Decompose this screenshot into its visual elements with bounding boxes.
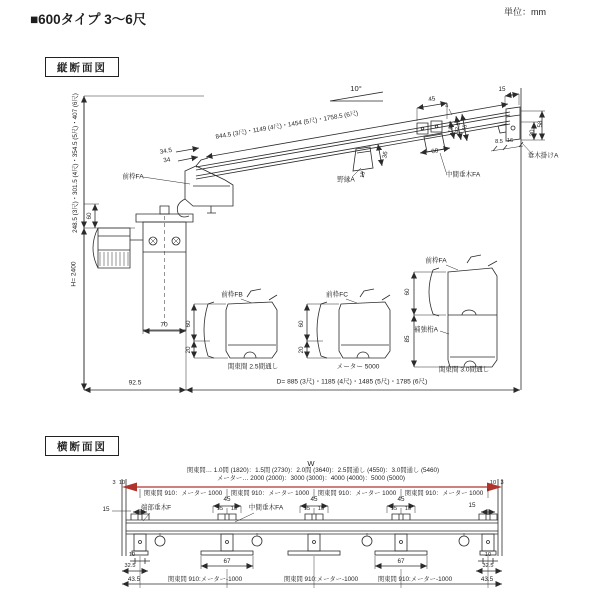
edge-dim-left-10: 10 [118, 480, 126, 487]
dim-15a-r4: 15 [390, 506, 398, 513]
dim-h-2400: H= 2400 [70, 261, 78, 287]
dim-42-5: 42.5 [454, 121, 463, 134]
dim-8-5: 8.5 [495, 139, 503, 146]
dim-34: 34 [162, 156, 171, 165]
vertical-section-label: 縦断面図 [57, 61, 107, 74]
label-front-frame-fa2: 前枠FA [425, 257, 447, 265]
dim-fa-60: 60 [403, 288, 411, 296]
bottom-span-label-3: 関東間 910:メーター-1000 [377, 575, 453, 583]
dim-15b-r2: 15 [230, 506, 238, 513]
page-title: ■600タイプ 3〜6尺 [30, 12, 147, 27]
dim-70: 70 [160, 321, 168, 329]
span-label-2: 関東間 910：メーター 1000 [230, 489, 310, 497]
dim-fb-60: 60 [184, 320, 192, 328]
span-label-4: 関東間 910：メーター 1000 [404, 489, 484, 497]
unit-label: 単位：mm [504, 7, 546, 17]
label-mid-rafter: 中間垂木FA [248, 504, 284, 512]
dim-15-end-right: 15 [468, 501, 476, 509]
dim-fc-60: 60 [297, 320, 305, 328]
dim-left-heights: 248.5 (3尺)・301.5 (4尺)・354.5 (5尺)・407 (6尺) [71, 93, 79, 233]
dim-15a-r2: 15 [216, 506, 224, 513]
label-nobuchi-a: 野縁A [337, 176, 355, 184]
label-rafter-hanger-a: 垂木掛けA [527, 152, 559, 160]
dim-45-stack: 45 [461, 124, 469, 132]
span-label-3: 関東間 910：メーター 1000 [317, 489, 397, 497]
slope-angle: 10° [350, 84, 362, 94]
bottom-span-label-2: 関東間 910:メーター-1000 [283, 575, 359, 583]
dim-16: 16 [506, 138, 514, 145]
horizontal-section-label-box [45, 436, 119, 456]
vertical-section-linework [84, 85, 545, 390]
edge-dim-left-3: 3 [112, 480, 116, 487]
dim-depth-d: D= 885 (3尺)・1185 (4尺)・1485 (5尺)・1785 (6尺) [276, 378, 428, 386]
dim-43-5-right: 43.5 [480, 575, 494, 583]
dim-43-5-left: 43.5 [127, 575, 141, 583]
dim-fc-20: 20 [297, 346, 305, 354]
w-label: W [307, 459, 315, 469]
label-end-rafter: 端部垂木F [140, 504, 172, 512]
dim-36: 36 [381, 150, 390, 159]
dim-45-r2: 45 [223, 495, 231, 503]
label-reinforce-girder-a: 補強桁A [413, 326, 439, 334]
dim-10-left: 10 [128, 552, 136, 559]
dim-32-5-left: 32.5 [124, 563, 136, 570]
caption-fb: 関東間 2.5間通し [227, 363, 279, 371]
horizontal-section-label: 横断面図 [57, 440, 107, 453]
dim-45-r4: 45 [397, 495, 405, 503]
dim-45-r3: 45 [310, 495, 318, 503]
edge-dim-right-3: 3 [500, 480, 504, 487]
dim-15-rafter-foot: 15 [359, 171, 367, 179]
dim-67-right: 67 [397, 557, 405, 565]
label-front-frame-fc: 前枠FC [326, 291, 348, 299]
dim-fb-20: 20 [184, 346, 192, 354]
dim-10-right: 10 [484, 552, 492, 559]
dim-slope-lengths: 844.5 (3尺)・1149 (4尺)・1454 (5尺)・1758.5 (6尺) [215, 109, 359, 141]
label-mid-rafter-fa: 中間垂木FA [445, 171, 481, 179]
dim-15b-r3: 15 [317, 506, 325, 513]
dim-15-end-left: 15 [102, 505, 110, 513]
dim-92-5: 92.5 [128, 379, 142, 387]
dim-60-mid: 60 [430, 147, 439, 156]
dim-60-left: 60 [85, 212, 93, 220]
dim-30: 30 [528, 129, 536, 137]
vertical-section-label-box [45, 57, 119, 77]
label-front-frame-fa: 前枠FA [122, 173, 144, 181]
caption-fc: メーター 5000 [336, 363, 380, 371]
dim-15b-r4: 15 [404, 506, 412, 513]
dim-4: 4 [444, 102, 449, 110]
edge-dim-right-10: 10 [489, 480, 497, 487]
dim-18: 18 [447, 126, 455, 134]
dim-67-left: 67 [223, 557, 231, 565]
dim-15a-r3: 15 [303, 506, 311, 513]
bottom-span-label-1: 関東間 910:メーター-1000 [167, 575, 243, 583]
dim-45-mid: 45 [427, 95, 436, 104]
dim-32-5-right: 32.5 [482, 563, 494, 570]
meter-width-line: メーター… 2000 (2000)：3000 (3000)：4000 (4000)：5000 (5000) [217, 474, 405, 482]
dim-15-top: 15 [498, 85, 506, 93]
span-label-1: 関東間 910：メーター 1000 [143, 489, 223, 497]
dim-58: 58 [536, 120, 544, 128]
dim-34-5: 34.5 [159, 146, 173, 156]
kanto-width-line: 関東間… 1.0間 (1820)：1.5間 (2730)：2.0間 (3640)：2.5間通し (4550)：3.0間通し (5460) [186, 466, 440, 474]
caption-fa: 関東間 3.0間通し [438, 366, 490, 374]
label-front-frame-fb: 前枠FB [221, 291, 243, 299]
dim-fa-85: 85 [403, 335, 411, 343]
